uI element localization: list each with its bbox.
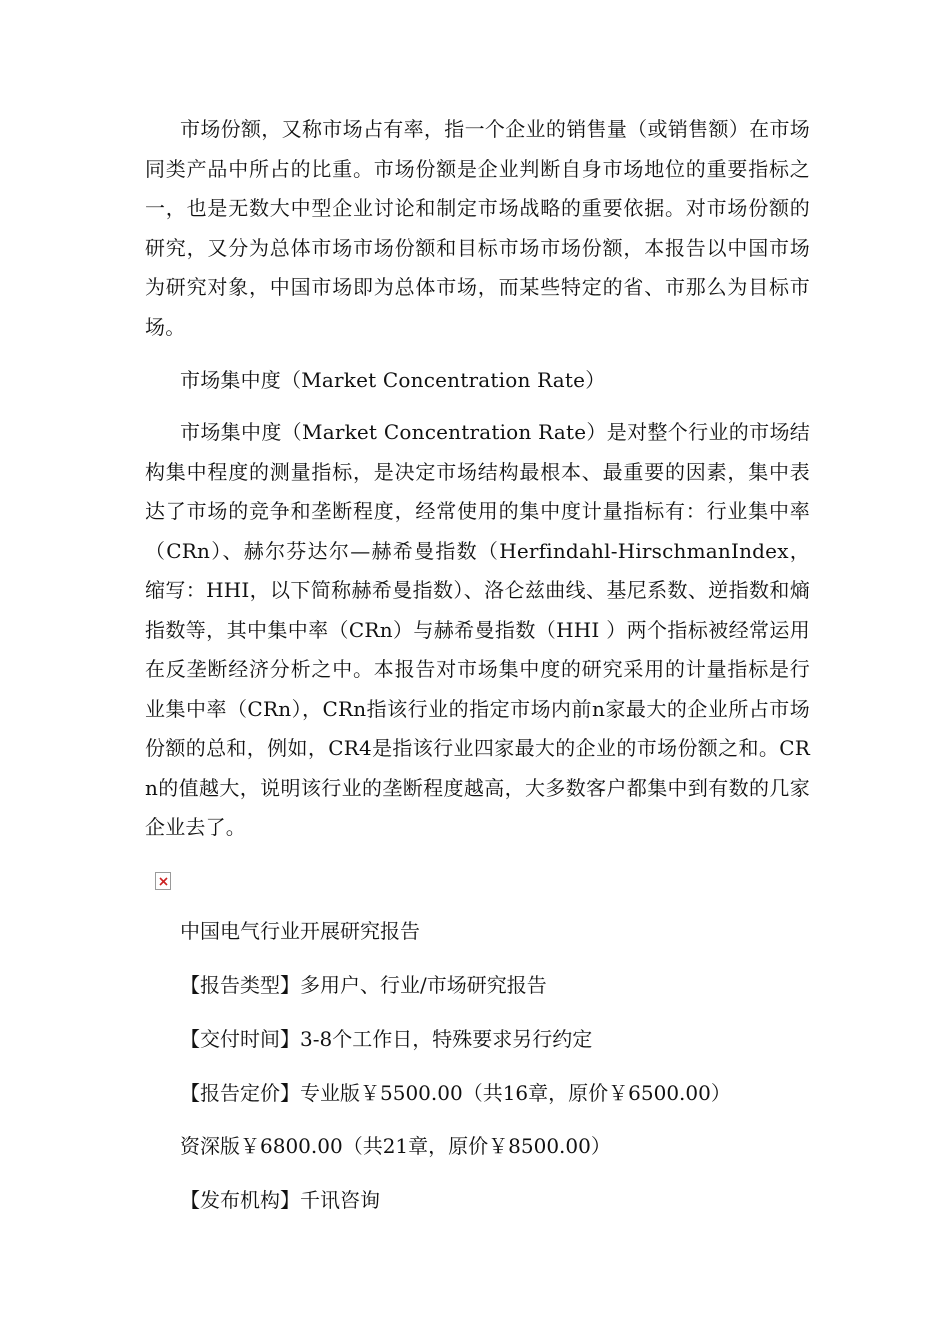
report-title: 中国电气行业开展研究报告 xyxy=(180,919,420,943)
heading-market-concentration: 市场集中度（Market Concentration Rate） xyxy=(180,368,606,392)
report-price: 【报告定价】专业版￥5500.00（共16章，原价￥6500.00） xyxy=(180,1081,731,1105)
report-price-premium: 资深版￥6800.00（共21章，原价￥8500.00） xyxy=(180,1134,611,1158)
paragraph-market-concentration: 市场集中度（Market Concentration Rate）是对整个行业的市场结构集中程度的测量指标，是决定市场结构最根本、最重要的因素，集中表达了市场的竞争和垄断程度，经常使用的集中度计量指标有：行业集中率（CRn）、赫尔芬达尔—赫希曼指数（Herfindahl-HirschmanIndex，缩写：HHI，以下简称赫希曼指数）、洛仑兹曲线、基尼系数、逆指数和熵指数等，其中集中率（CRn）与赫希曼指数（HHI ）两个指标被经常运用在反垄断经济分析之中。本报告对市场集中度的研究采用的计量指标是行业集中率（CRn），CRn指该行业的指定市场内前n家最大的企业所占市场份额的总和，例如，CR4是指该行业四家最大的企业的市场份额之和。CRn的值越大，说明该行业的垄断程度越高，大多数客户都集中到有数的几家企业去了。 xyxy=(145,420,810,839)
report-type: 【报告类型】多用户、行业/市场研究报告 xyxy=(180,973,547,997)
paragraph-market-share: 市场份额，又称市场占有率，指一个企业的销售量（或销售额）在市场同类产品中所占的比重。市场份额是企业判断自身市场地位的重要指标之一，也是无数大中型企业讨论和制定市场战略的重要依据。对市场份额的研究，又分为总体市场市场份额和目标市场市场份额，本报告以中国市场为研究对象，中国市场即为总体市场，而某些特定的省、市那么为目标市场。 xyxy=(145,117,810,339)
broken-image-icon xyxy=(155,872,171,890)
report-delivery-time: 【交付时间】3-8个工作日，特殊要求另行约定 xyxy=(180,1027,593,1051)
report-publisher: 【发布机构】千讯咨询 xyxy=(180,1188,380,1212)
